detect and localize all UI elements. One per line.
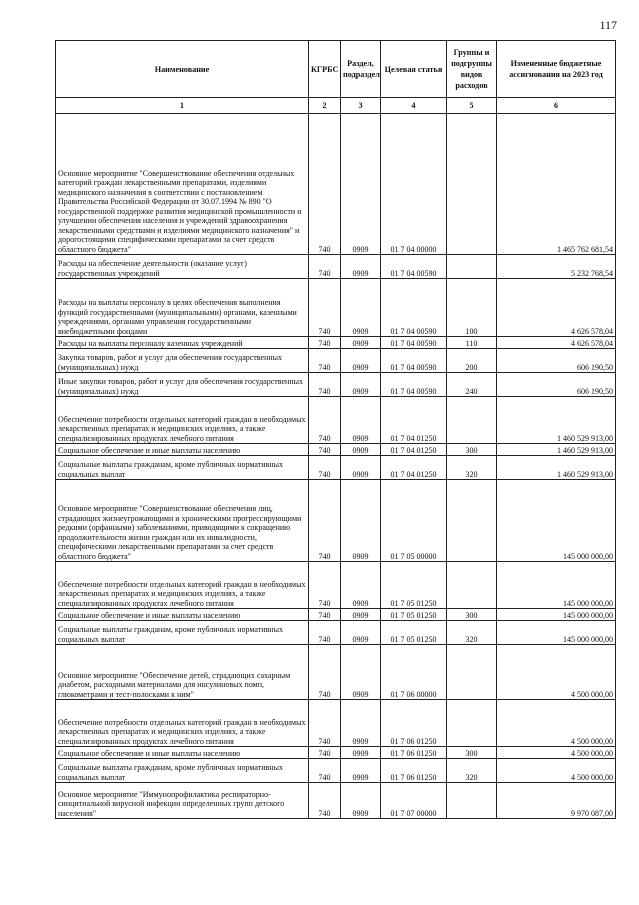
row-kgrbs: 740: [309, 783, 341, 819]
table-row: [56, 700, 616, 747]
row-group: [447, 480, 497, 562]
row-name: Обеспечение потребности отдельных категорий граждан в необходимых лекарственных препаратах и медицинских изделиях, а также специализированных продуктах лечебного питания: [56, 397, 309, 444]
row-group: [447, 562, 497, 609]
row-group: 300: [447, 444, 497, 456]
column-number: 5: [447, 98, 497, 114]
row-target: 01 7 06 00000: [381, 645, 447, 700]
column-number-row: [56, 98, 616, 114]
row-group: [447, 397, 497, 444]
row-section: 0909: [341, 114, 381, 255]
row-section: 0909: [341, 255, 381, 279]
header-groups: Группы и подгруппы видов расходов: [447, 41, 497, 98]
row-amount: 1 460 529 913,00: [497, 397, 616, 444]
table-row: [56, 783, 616, 819]
row-kgrbs: 740: [309, 621, 341, 645]
row-amount: 4 626 578,04: [497, 337, 616, 349]
row-name: Социальное обеспечение и иные выплаты населению: [56, 747, 309, 759]
header-section: Раздел, подраздел: [341, 41, 381, 98]
row-target: 01 7 05 00000: [381, 480, 447, 562]
row-name: Основное мероприятие "Совершенствование обеспечения лиц, страдающих жизнеугрожающими и хроническими прогрессирующими редкими (орфанными) заболеваниями, приводящими к сокращению продолжительности жизни граждан или их инвалидности, специфическими лекарственными препаратами за счет средств областного бюджета": [56, 480, 309, 562]
row-name: Обеспечение потребности отдельных категорий граждан в необходимых лекарственных препаратах и медицинских изделиях, а также специализированных продуктах лечебного питания: [56, 562, 309, 609]
column-number: 1: [56, 98, 309, 114]
budget-table: [55, 40, 616, 819]
row-name: Расходы на обеспечение деятельности (оказание услуг) государственных учреждений: [56, 255, 309, 279]
row-amount: 1 460 529 913,00: [497, 444, 616, 456]
row-name: Социальные выплаты гражданам, кроме публичных нормативных социальных выплат: [56, 621, 309, 645]
header-name: Наименование: [56, 41, 309, 98]
row-amount: 145 000 000,00: [497, 621, 616, 645]
table-row: [56, 444, 616, 456]
row-kgrbs: 740: [309, 700, 341, 747]
row-target: 01 7 04 00590: [381, 279, 447, 337]
row-amount: 4 500 000,00: [497, 759, 616, 783]
row-group: [447, 114, 497, 255]
row-kgrbs: 740: [309, 279, 341, 337]
row-section: 0909: [341, 444, 381, 456]
row-group: 320: [447, 759, 497, 783]
row-name: Социальные выплаты гражданам, кроме публичных нормативных социальных выплат: [56, 759, 309, 783]
table-row: [56, 456, 616, 480]
row-target: 01 7 06 01250: [381, 759, 447, 783]
row-target: 01 7 04 00590: [381, 255, 447, 279]
table-row: [56, 279, 616, 337]
header-amount: Измененные бюджетные ассигнования на 2023 год: [497, 41, 616, 98]
row-group: [447, 783, 497, 819]
row-amount: 606 190,50: [497, 373, 616, 397]
row-name: Закупка товаров, работ и услуг для обеспечения государственных (муниципальных) нужд: [56, 349, 309, 373]
table-row: [56, 562, 616, 609]
row-kgrbs: 740: [309, 444, 341, 456]
row-amount: 145 000 000,00: [497, 609, 616, 621]
column-number: 3: [341, 98, 381, 114]
row-target: 01 7 04 00000: [381, 114, 447, 255]
row-group: 200: [447, 349, 497, 373]
page-number: 117: [599, 18, 617, 32]
row-target: 01 7 04 01250: [381, 397, 447, 444]
row-amount: 4 500 000,00: [497, 645, 616, 700]
row-target: 01 7 05 01250: [381, 621, 447, 645]
table-row: [56, 621, 616, 645]
table-row: [56, 759, 616, 783]
row-name: Социальные выплаты гражданам, кроме публичных нормативных социальных выплат: [56, 456, 309, 480]
row-target: 01 7 04 00590: [381, 349, 447, 373]
table-row: [56, 255, 616, 279]
row-amount: 4 500 000,00: [497, 700, 616, 747]
column-number: 4: [381, 98, 447, 114]
row-section: 0909: [341, 783, 381, 819]
row-kgrbs: 740: [309, 759, 341, 783]
row-section: 0909: [341, 645, 381, 700]
row-section: 0909: [341, 279, 381, 337]
row-kgrbs: 740: [309, 562, 341, 609]
row-kgrbs: 740: [309, 255, 341, 279]
row-amount: 606 190,50: [497, 349, 616, 373]
column-number: 6: [497, 98, 616, 114]
row-section: 0909: [341, 397, 381, 444]
row-group: 320: [447, 621, 497, 645]
row-amount: 9 970 087,00: [497, 783, 616, 819]
row-group: 320: [447, 456, 497, 480]
header-row: [56, 41, 616, 98]
row-section: 0909: [341, 747, 381, 759]
row-amount: 145 000 000,00: [497, 480, 616, 562]
row-section: 0909: [341, 700, 381, 747]
table-row: [56, 373, 616, 397]
row-kgrbs: 740: [309, 747, 341, 759]
row-name: Основное мероприятие "Иммунопрофилактика респираторно-синцитиальной вирусной инфекции определенных групп детского населения": [56, 783, 309, 819]
row-group: 300: [447, 609, 497, 621]
row-kgrbs: 740: [309, 397, 341, 444]
header-kgrbs: КГРБС: [309, 41, 341, 98]
table-row: [56, 397, 616, 444]
row-target: 01 7 07 00000: [381, 783, 447, 819]
row-section: 0909: [341, 373, 381, 397]
row-kgrbs: 740: [309, 349, 341, 373]
row-amount: 5 232 768,54: [497, 255, 616, 279]
row-group: [447, 255, 497, 279]
row-group: 240: [447, 373, 497, 397]
table-row: [56, 480, 616, 562]
row-name: Расходы на выплаты персоналу в целях обеспечения выполнения функций государственными (муниципальными) органами, казенными учреждениями, органами управления государственными внебюджетными фондами: [56, 279, 309, 337]
row-amount: 1 460 529 913,00: [497, 456, 616, 480]
row-name: Обеспечение потребности отдельных категорий граждан в необходимых лекарственных препаратах и медицинских изделиях, а также специализированных продуктах лечебного питания: [56, 700, 309, 747]
table-row: [56, 747, 616, 759]
row-section: 0909: [341, 456, 381, 480]
row-section: 0909: [341, 337, 381, 349]
row-section: 0909: [341, 349, 381, 373]
row-name: Расходы на выплаты персоналу казенных учреждений: [56, 337, 309, 349]
row-target: 01 7 05 01250: [381, 562, 447, 609]
row-name: Основное мероприятие "Обеспечение детей, страдающих сахарным диабетом, расходными материалами для инсулиновых помп, глюкометрами и тест-полосками к ним": [56, 645, 309, 700]
row-target: 01 7 06 01250: [381, 747, 447, 759]
row-amount: 4 626 578,04: [497, 279, 616, 337]
header-target: Целевая статья: [381, 41, 447, 98]
row-section: 0909: [341, 621, 381, 645]
row-target: 01 7 04 01250: [381, 456, 447, 480]
row-section: 0909: [341, 480, 381, 562]
row-group: 300: [447, 747, 497, 759]
table-row: [56, 645, 616, 700]
row-kgrbs: 740: [309, 480, 341, 562]
row-kgrbs: 740: [309, 114, 341, 255]
table-row: [56, 114, 616, 255]
row-section: 0909: [341, 562, 381, 609]
row-kgrbs: 740: [309, 609, 341, 621]
row-name: Социальное обеспечение и иные выплаты населению: [56, 444, 309, 456]
row-kgrbs: 740: [309, 456, 341, 480]
table-row: [56, 609, 616, 621]
row-amount: 1 465 762 681,54: [497, 114, 616, 255]
row-amount: 145 000 000,00: [497, 562, 616, 609]
row-kgrbs: 740: [309, 373, 341, 397]
row-group: 110: [447, 337, 497, 349]
row-kgrbs: 740: [309, 337, 341, 349]
row-target: 01 7 06 01250: [381, 700, 447, 747]
table-row: [56, 337, 616, 349]
column-number: 2: [309, 98, 341, 114]
row-name: Основное мероприятие "Совершенствование обеспечения отдельных категорий граждан лекарственными препаратами, изделиями медицинского назначения в соответствии с постановлением Правительства Российской Федерации от 30.07.1994 № 890 "О государственной поддержке развития медицинской промышленности и улучшении обеспечения населения и учреждений здравоохранения лекарственными средствами и изделиями медицинского назначения" и дорогостоящими специфическими препаратами за счет средств областного бюджета": [56, 114, 309, 255]
row-target: 01 7 04 00590: [381, 373, 447, 397]
row-name: Социальное обеспечение и иные выплаты населению: [56, 609, 309, 621]
row-kgrbs: 740: [309, 645, 341, 700]
row-target: 01 7 04 00590: [381, 337, 447, 349]
row-section: 0909: [341, 609, 381, 621]
row-target: 01 7 04 01250: [381, 444, 447, 456]
row-name: Иные закупки товаров, работ и услуг для обеспечения государственных (муниципальных) нужд: [56, 373, 309, 397]
row-group: [447, 645, 497, 700]
table-row: [56, 349, 616, 373]
row-group: 100: [447, 279, 497, 337]
row-amount: 4 500 000,00: [497, 747, 616, 759]
row-section: 0909: [341, 759, 381, 783]
row-target: 01 7 05 01250: [381, 609, 447, 621]
row-group: [447, 700, 497, 747]
